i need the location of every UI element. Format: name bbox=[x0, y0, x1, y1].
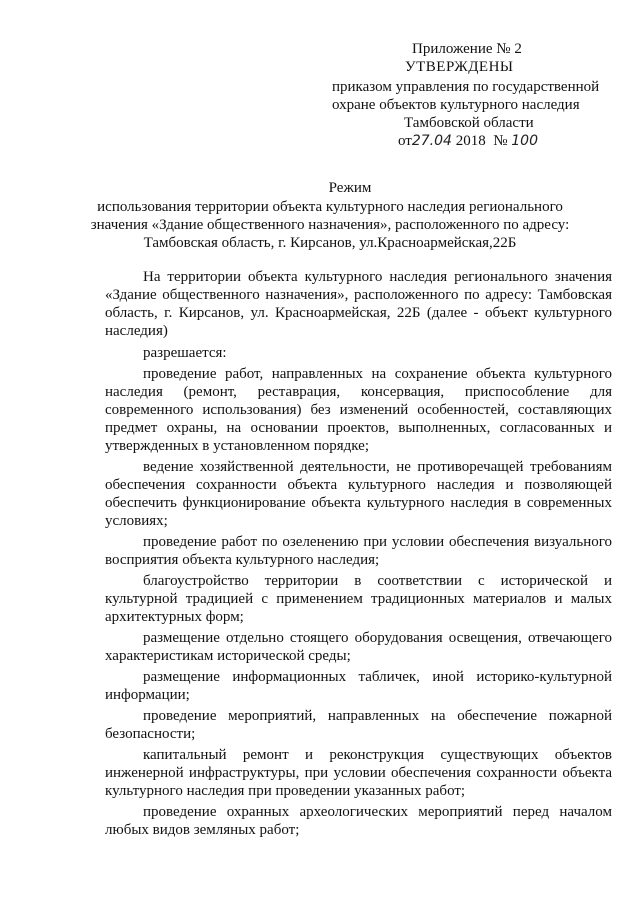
regime-item-line: безопасности; bbox=[105, 726, 196, 742]
regime-item-line: проведение работ по озеленению при условии обеспечения визуального bbox=[143, 534, 612, 550]
regime-item-line: архитектурных форм; bbox=[105, 609, 244, 625]
regime-item-line: информации; bbox=[105, 687, 190, 703]
regime-item-line: проведение работ, направленных на сохранение объекта культурного bbox=[143, 366, 612, 382]
allowed-label: разрешается: bbox=[143, 345, 227, 361]
regime-item-line: благоустройство территории в соответствии с исторической и bbox=[143, 573, 612, 589]
regime-item-line: капитальный ремонт и реконструкция существующих объектов bbox=[143, 747, 612, 763]
regime-item-line: проведение охранных археологических мероприятий перед началом bbox=[143, 804, 612, 820]
regime-item-line: культурного наследия при проведении указанных работ; bbox=[105, 783, 466, 799]
regime-item-line: наследия (ремонт, реставрация, консервация, приспособление для bbox=[105, 384, 612, 400]
number-prefix: № bbox=[493, 133, 508, 149]
order-line-3: Тамбовской области bbox=[404, 115, 534, 131]
regime-item-line: размещение информационных табличек, иной историко-культурной bbox=[143, 669, 612, 685]
regime-item-line: современного использования) без изменений особенностей, составляющих bbox=[105, 402, 612, 418]
regime-item-line: утвержденных в установленном порядке; bbox=[105, 438, 369, 454]
handwritten-number: 100 bbox=[511, 133, 538, 149]
regime-item-line: условиях; bbox=[105, 513, 168, 529]
regime-item-line: обеспечить функционирование объекта культурного наследия в современных bbox=[105, 495, 612, 511]
regime-item-line: размещение отдельно стоящего оборудования освещения, отвечающего bbox=[143, 630, 612, 646]
regime-item-line: любых видов земляных работ; bbox=[105, 822, 300, 838]
order-date-line bbox=[398, 132, 538, 150]
title-line-3: значения «Здание общественного назначения», расположенного по адресу: bbox=[90, 217, 570, 233]
regime-item-line: ведение хозяйственной деятельности, не противоречащей требованиям bbox=[143, 459, 612, 475]
order-line-2: охране объектов культурного наследия bbox=[332, 97, 580, 113]
regime-item-line: инженерной инфраструктуры, при условии обеспечения сохранности объекта bbox=[105, 765, 612, 781]
date-prefix: от bbox=[398, 133, 412, 149]
intro-line: На территории объекта культурного наследия регионального значения bbox=[143, 269, 612, 285]
appendix-label: Приложение № 2 bbox=[412, 41, 522, 57]
regime-item-line: предмет охраны, на основании проектов, выполненных, согласованных и bbox=[105, 420, 612, 436]
intro-line: наследия) bbox=[105, 323, 168, 339]
approved-label: УТВЕРЖДЕНЫ bbox=[405, 59, 514, 75]
order-line-1: приказом управления по государственной bbox=[332, 79, 600, 95]
title-regime: Режим bbox=[328, 180, 372, 196]
intro-line: область, г. Кирсанов, ул. Красноармейская, 22Б (далее - объект культурного bbox=[105, 305, 612, 321]
regime-item-line: восприятия объекта культурного наследия; bbox=[105, 552, 380, 568]
regime-item-line: обеспечения сохранности объекта культурного наследия и позволяющей bbox=[105, 477, 612, 493]
regime-item-line: культурной традицией с применением традиционных материалов и малых bbox=[105, 591, 612, 607]
title-line-4: Тамбовская область, г. Кирсанов, ул.Красноармейская,22Б bbox=[143, 235, 517, 251]
handwritten-date: 27.04 bbox=[411, 133, 452, 149]
regime-item-line: проведение мероприятий, направленных на обеспечение пожарной bbox=[143, 708, 612, 724]
title-line-2: использования территории объекта культурного наследия регионального bbox=[97, 199, 563, 215]
order-year: 2018 bbox=[455, 133, 486, 149]
intro-line: «Здание общественного назначения», расположенного по адресу: Тамбовская bbox=[105, 287, 612, 303]
regime-item-line: характеристикам исторической среды; bbox=[105, 648, 351, 664]
